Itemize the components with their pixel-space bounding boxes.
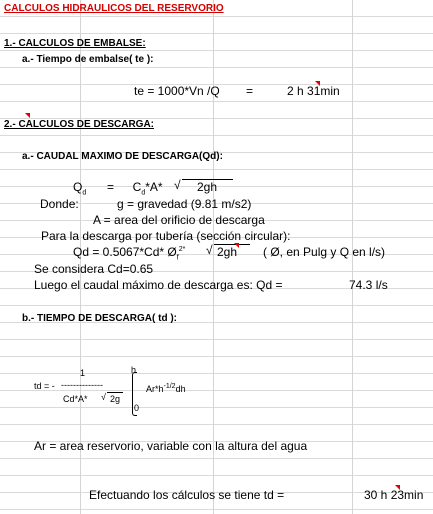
comment-marker-icon[interactable] bbox=[234, 243, 239, 248]
a-definition: A = area del orificio de descarga bbox=[93, 213, 265, 227]
caudal-max-value-cell[interactable]: 74.3 l/s bbox=[349, 278, 388, 292]
td-fraction-bar: -------------- bbox=[61, 380, 103, 390]
comment-marker-icon[interactable] bbox=[315, 81, 320, 86]
sqrt-bar bbox=[107, 392, 123, 393]
comment-marker-icon[interactable] bbox=[25, 113, 30, 118]
cd-symbol: C bbox=[132, 180, 142, 194]
qd-pipe-sqrt-term: 2gh bbox=[217, 245, 238, 259]
td-lower-limit: 0 bbox=[134, 403, 140, 413]
cd-note: Se considera Cd=0.65 bbox=[34, 262, 154, 276]
units-note: ( Ø, en Pulg y Q en l/s) bbox=[263, 245, 386, 259]
qd-sqrt-term: 2gh bbox=[197, 180, 218, 194]
caudal-max-label: Luego el caudal máximo de descarga es: Qd = bbox=[34, 278, 283, 292]
comment-marker-icon[interactable] bbox=[395, 485, 400, 490]
td-sqrt-term: 2g bbox=[110, 394, 121, 404]
td-numerator: 1 bbox=[80, 368, 86, 378]
sqrt-icon: √ bbox=[101, 392, 106, 402]
g-definition: g = gravedad (9.81 m/s2) bbox=[117, 197, 252, 211]
qd-pipe-sub: f bbox=[176, 254, 179, 262]
td-integrand-main: Ar*h bbox=[146, 384, 164, 394]
td-label: td = - bbox=[34, 381, 55, 391]
qd-equals: = bbox=[106, 180, 114, 194]
td-integrand-sup: -1/2 bbox=[163, 383, 176, 390]
ar-definition: Ar = area reservorio, variable con la altura del agua bbox=[34, 439, 308, 453]
td-integrand bbox=[146, 383, 186, 394]
final-result-label: Efectuando los cálculos se tiene td = bbox=[89, 488, 285, 502]
cd-sub: d bbox=[141, 189, 146, 197]
qd-formula-rest: *A* bbox=[145, 180, 163, 194]
section-2a-heading: a.- CAUDAL MAXIMO DE DESCARGA(Qd): bbox=[22, 151, 223, 162]
qd-sub: d bbox=[82, 189, 87, 197]
qd-symbol: Q bbox=[73, 180, 83, 194]
qd-pipe-text: Qd = 0.5067*Cd* Ø bbox=[73, 245, 177, 259]
te-equals: = bbox=[246, 84, 254, 98]
qd-pipe-sup: 2* bbox=[178, 246, 186, 253]
td-denominator: Cd*A* bbox=[63, 394, 88, 404]
section-1-heading: 1.- CALCULOS DE EMBALSE: bbox=[4, 38, 146, 49]
qd-formula bbox=[73, 181, 163, 196]
tuberia-note: Para la descarga por tubería (sección circular): bbox=[41, 229, 291, 243]
td-integrand-end: dh bbox=[175, 384, 186, 394]
section-2-heading: 2.- CALCULOS DE DESCARGA: bbox=[4, 119, 155, 130]
section-2b-heading: b.- TIEMPO DE DESCARGA( td ): bbox=[22, 313, 177, 324]
sqrt-icon: √ bbox=[174, 178, 181, 192]
section-1a-heading: a.- Tiempo de embalse( te ): bbox=[22, 54, 154, 65]
te-result-cell[interactable]: 2 h 31min bbox=[287, 84, 340, 98]
td-upper-limit: h bbox=[131, 365, 137, 375]
final-result-value-cell[interactable]: 30 h 23min bbox=[364, 488, 424, 502]
qd-pipe-formula bbox=[73, 246, 185, 261]
sheet-title: CALCULOS HIDRAULICOS DEL RESERVORIO bbox=[4, 3, 224, 14]
te-formula: te = 1000*Vn /Q bbox=[134, 84, 220, 98]
donde-label: Donde: bbox=[40, 197, 79, 211]
sqrt-icon: √ bbox=[206, 243, 213, 257]
